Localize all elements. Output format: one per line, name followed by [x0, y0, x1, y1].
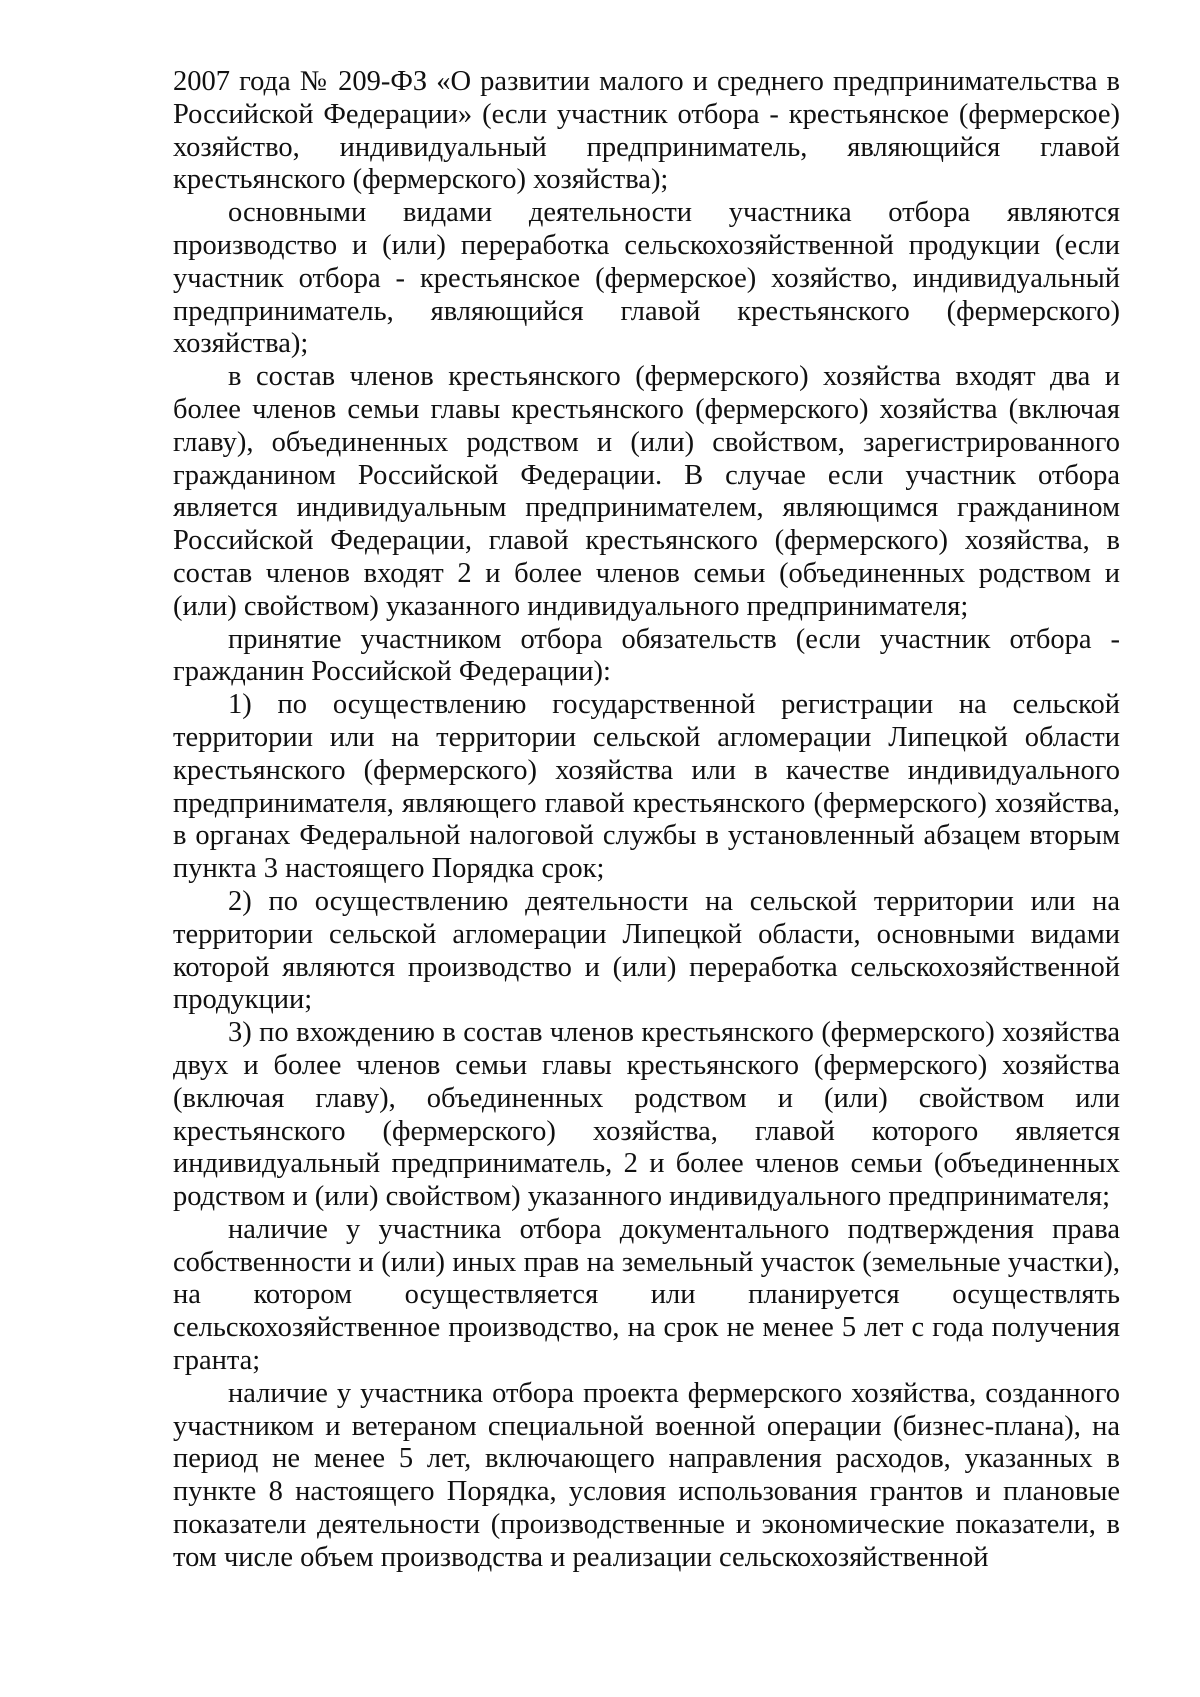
paragraph: принятие участником отбора обязательств (если участник отбора - гражданин Российской Федерации): — [173, 623, 1120, 688]
paragraph: наличие у участника отбора проекта фермерского хозяйства, созданного участником и ветераном специальной военной операции (бизнес-плана), на период не менее 5 лет, включающего направления расходов, указанных в пункте 8 настоящего Порядка, условия использования грантов и плановые показатели деятельности (производственные и экономические показатели, в том числе объем производства и реализации сельскохозяйственной — [173, 1377, 1120, 1573]
document-page — [173, 66, 1120, 1575]
paragraph: наличие у участника отбора документального подтверждения права собственности и (или) иных прав на земельный участок (земельные участки), на котором осуществляется или планируется осуществлять сельскохозяйственное производство, на срок не менее 5 лет с года получения гранта; — [173, 1213, 1120, 1377]
list-item: 1) по осуществлению государственной регистрации на сельской территории или на территории сельской агломерации Липецкой области крестьянского (фермерского) хозяйства или в качестве индивидуального предпринимателя, являющего главой крестьянского (фермерского) хозяйства, в органах Федеральной налоговой службы в установленный абзацем вторым пункта 3 настоящего Порядка срок; — [173, 689, 1120, 885]
paragraph: в состав членов крестьянского (фермерского) хозяйства входят два и более членов семьи главы крестьянского (фермерского) хозяйства (включая главу), объединенных родством и (или) свойством, зарегистрированного гражданином Российской Федерации. В случае если участник отбора является индивидуальным предпринимателем, являющимся гражданином Российской Федерации, главой крестьянского (фермерского) хозяйства, в состав членов входят 2 и более членов семьи (объединенных родством и (или) свойством) указанного индивидуального предпринимателя; — [173, 361, 1120, 622]
paragraph: 2007 года № 209-ФЗ «О развитии малого и среднего предпринимательства в Российской Федерации» (если участник отбора - крестьянское (фермерское) хозяйство, индивидуальный предприниматель, являющийся главой крестьянского (фермерского) хозяйства); — [173, 66, 1120, 196]
paragraph: основными видами деятельности участника отбора являются производство и (или) переработка сельскохозяйственной продукции (если участник отбора - крестьянское (фермерское) хозяйство, индивидуальный предприниматель, являющийся главой крестьянского (фермерского) хозяйства); — [173, 197, 1120, 360]
list-item: 2) по осуществлению деятельности на сельской территории или на территории сельской агломерации Липецкой области, основными видами которой являются производство и (или) переработка сельскохозяйственной продукции; — [173, 885, 1120, 1016]
list-item: 3) по вхождению в состав членов крестьянского (фермерского) хозяйства двух и более членов семьи главы крестьянского (фермерского) хозяйства (включая главу), объединенных родством и (или) свойством или крестьянского (фермерского) хозяйства, главой которого является индивидуальный предприниматель, 2 и более членов семьи (объединенных родством и (или) свойством) указанного индивидуального предпринимателя; — [173, 1017, 1120, 1213]
